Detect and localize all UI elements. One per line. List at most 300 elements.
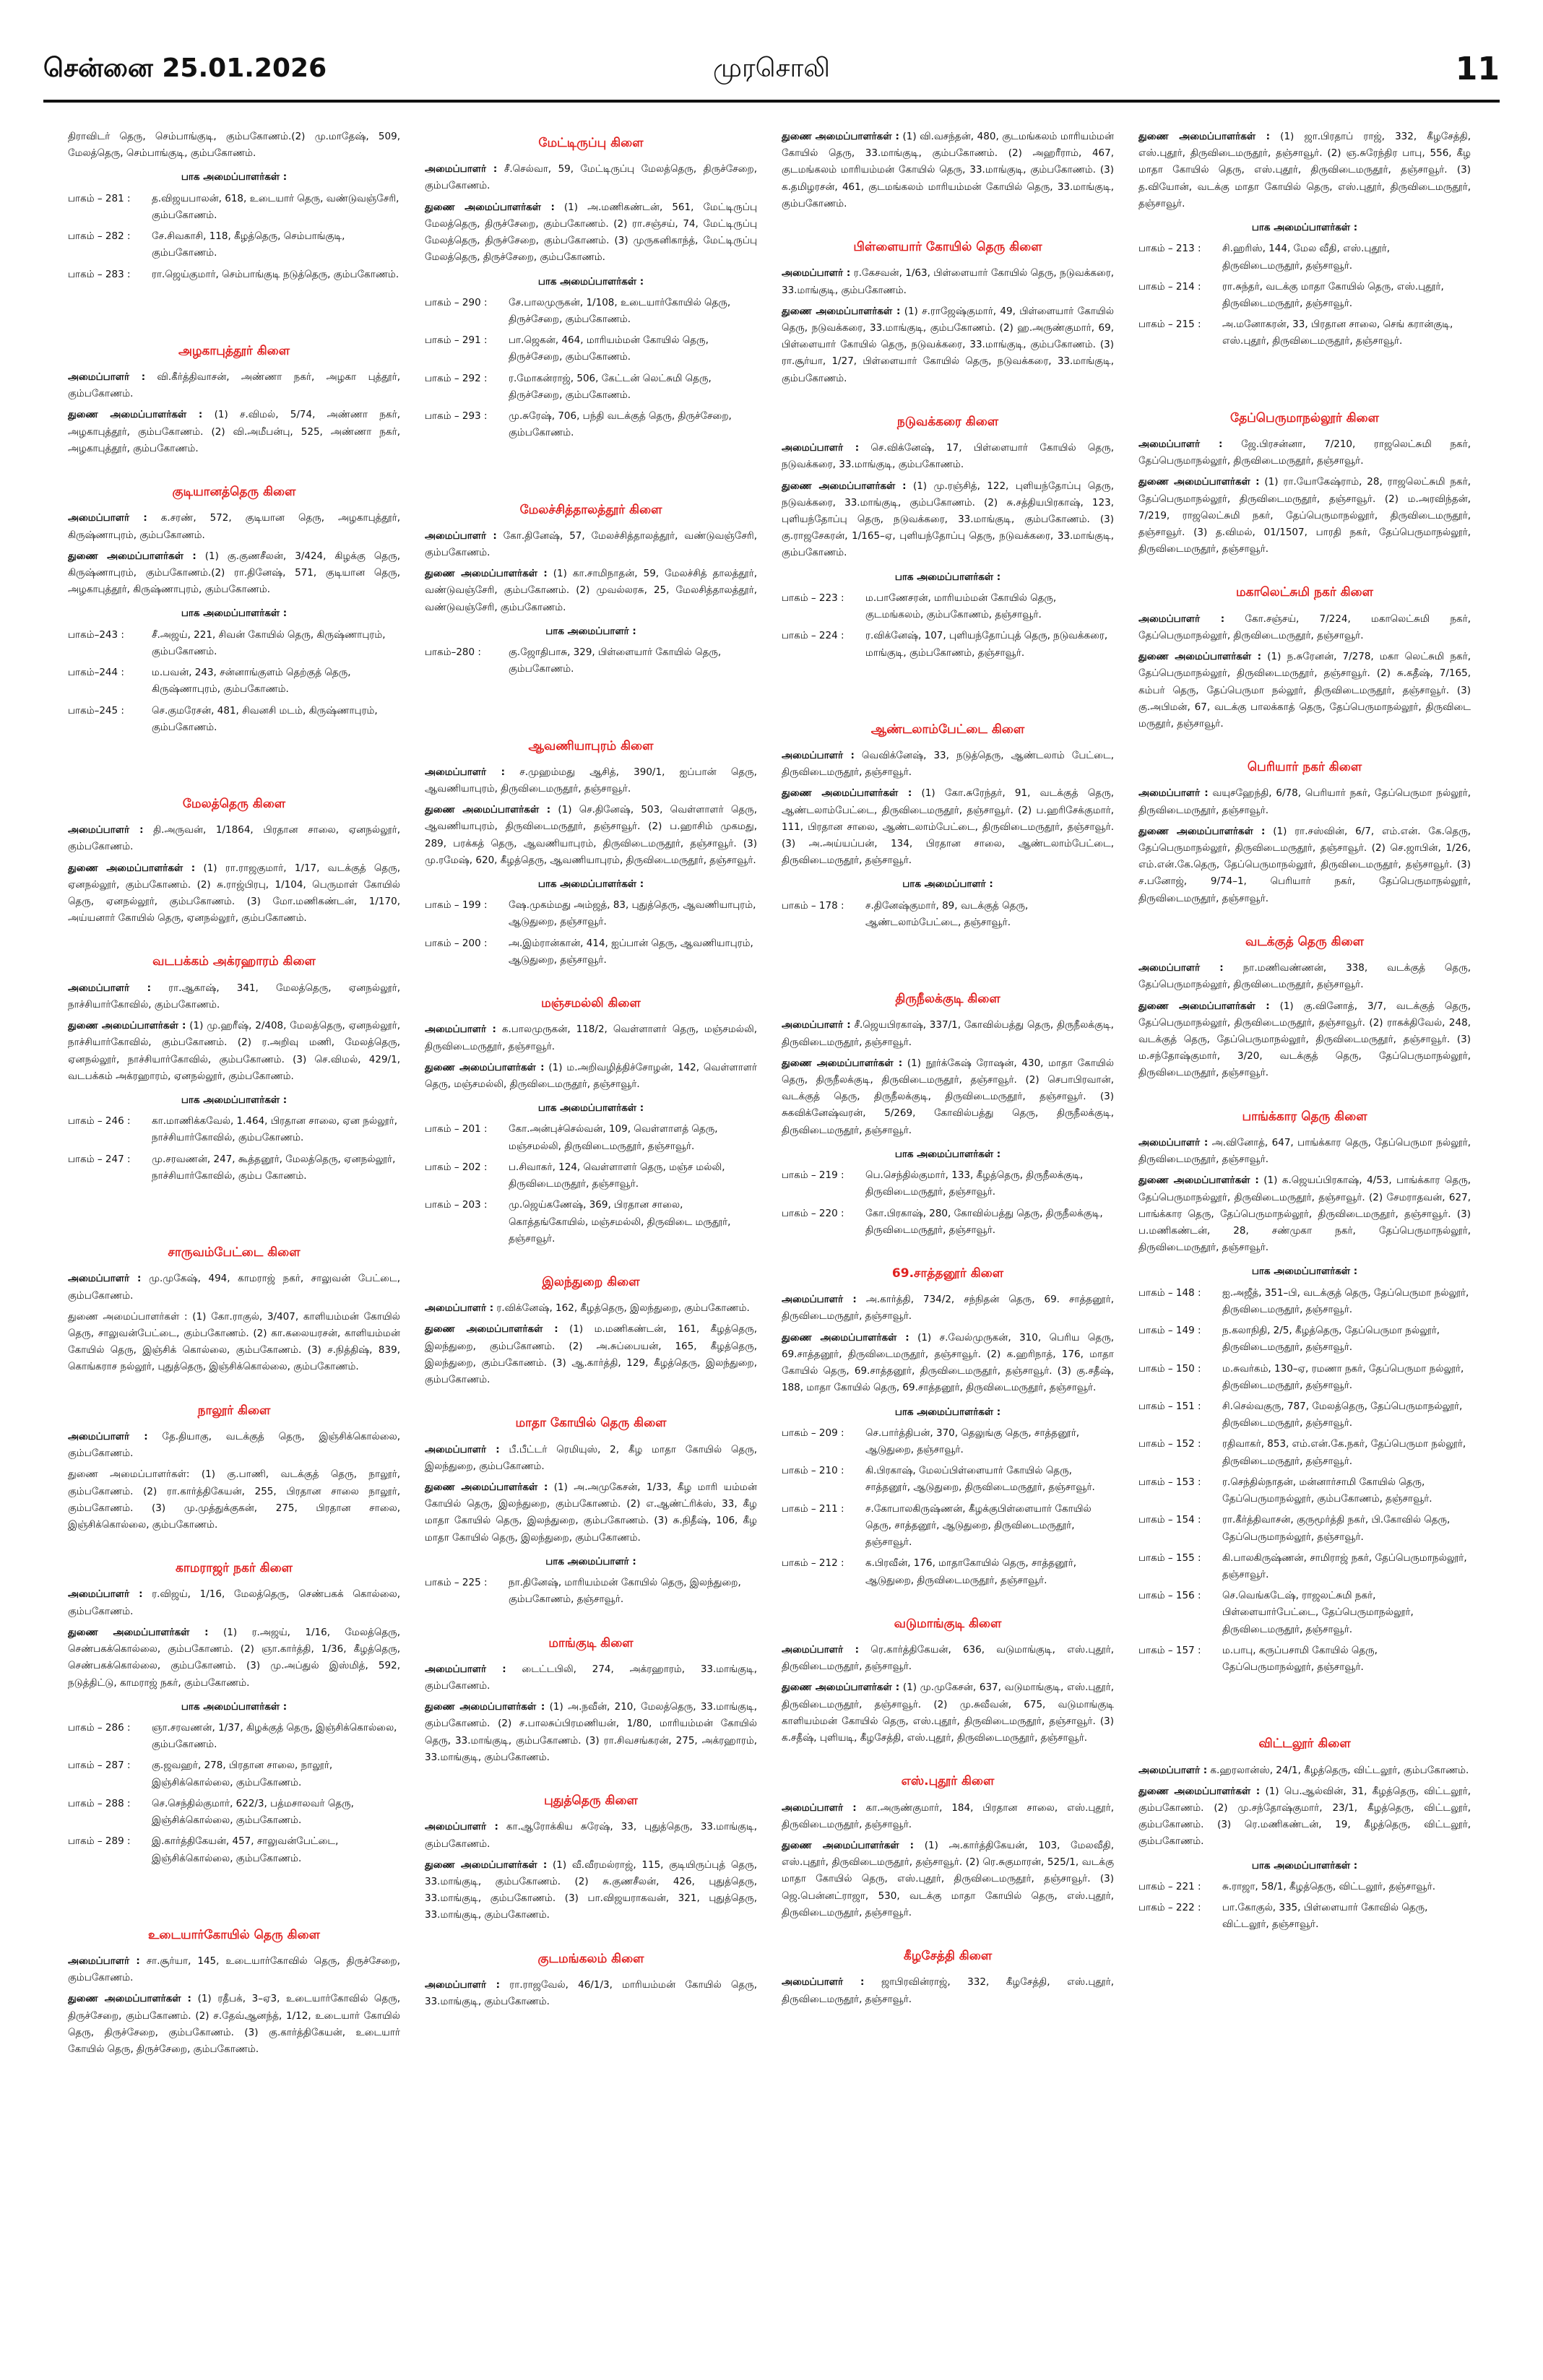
entry-paragraph [68, 1429, 400, 1462]
entry-paragraph [782, 1679, 1114, 1747]
booth-row [68, 1113, 400, 1146]
entry-role-label: அமைப்பாளர் : [425, 163, 498, 176]
masthead [43, 51, 1500, 94]
newspaper-name: முரசொலி [713, 53, 830, 83]
entry-role-label: துணை அமைப்பாளர்கள் : [425, 1701, 545, 1713]
entry-text: ஜாபிரவின்ராஜ், 332, கீழசேத்தி, எஸ்.புதூர், திருவிடைமருதூர், தஞ்சாவூர். [782, 1976, 1114, 2005]
entry-role-label: அமைப்பாளர் : [782, 1294, 857, 1306]
branch-heading: மாதா கோயில் தெரு கிளை [515, 1416, 667, 1431]
entry-paragraph [68, 1466, 400, 1533]
entry-text: துணை அமைப்பாளர்கள் : (1) கோ.ராகுல், 3/407, காளியம்மன் கோயில் தெரு, சாலுவன்பேட்டை, கும்பகோணம். (2) கா.கலையரசன், காளியம்மன் கோயில் தெரு, இஞ்சிக் கொல்லை, கும்பகோணம். (3) ச.நித்திஷ், 839, கொங்கராச நல்லூர், புதுத்தெரு, இஞ்சிக்கொல்லை, கும்பகோணம். [68, 1310, 400, 1373]
booth-number: பாகம் – 247 : [68, 1153, 131, 1165]
subheading: பாக அமைப்பாளர்கள் : [894, 571, 1001, 583]
booth-number: பாகம் – 286 : [68, 1721, 131, 1734]
entry-role-label: அமைப்பாளர் : [782, 749, 855, 761]
entry-text: (1) அ.மணிகண்டன், 561, மேட்டிருப்பு மேலத்தெரு, திருச்சேறை, கும்பகோணம். (2) ரா.சஞ்சய், 74, மேட்டிருப்பு மேலத்தெரு, திருச்சேறை, கும்பகோணம். (3) முருகனிகாந்த், மேட்டிருப்பு மேலத்தெரு, திருச்சேறை, கும்பகோணம். [425, 201, 757, 264]
booth-number: பாகம் – 178 : [782, 899, 844, 912]
booth-member: க.பிரவீன், 176, மாதாகோயில் தெரு, சாத்தனூர், ஆடுதுறை, திருவிடைமருதூர், தஞ்சாவூர். [865, 1557, 1077, 1586]
entry-text: சீ.ஜெயபிரகாஷ், 337/1, கோவில்பத்து தெரு, திருநீலக்குடி, திருவிடைமருதூர், தஞ்சாவூர். [782, 1019, 1114, 1048]
booth-number: பாகம் – 293 : [425, 410, 488, 423]
booth-member: மு.சுரேஷ், 706, பந்தி வடக்குத் தெரு, திருச்சேறை, கும்பகோணம். [509, 410, 732, 439]
entry-role-label: அமைப்பாளர் : [782, 267, 851, 280]
entry-paragraph [1138, 960, 1471, 993]
subheading: பாக அமைப்பாளர்கள் : [894, 1406, 1001, 1418]
article-columns [68, 129, 1471, 2339]
entry-text: தி.அருவன், 1/1864, பிரதான சாலை, ஏனநல்லூர், கும்பகோணம். [68, 824, 400, 853]
booth-number: பாகம் – 214 : [1138, 280, 1201, 293]
booth-number: பாகம் – 281 : [68, 192, 131, 204]
booth-number: பாகம் – 246 : [68, 1115, 131, 1128]
entry-text: (1) ம.அறிவழித்திச்சோழன், 142, வெள்ளாளர் தெரு, மஞ்சமல்லி, திருவிடைமருதூர், தஞ்சாவூர். [425, 1061, 757, 1091]
booth-row [1138, 279, 1471, 312]
entry-text: ர.விஜய், 1/16, மேலத்தெரு, செண்பகக் கொல்லை, கும்பகோணம். [68, 1588, 400, 1617]
booth-number: பாகம் – 220 : [782, 1207, 844, 1219]
booth-row [425, 1575, 757, 1608]
entry-paragraph [425, 1977, 757, 2010]
entry-paragraph [1138, 1172, 1471, 1256]
booth-number: பாகம் – 157 : [1138, 1644, 1201, 1656]
branch-heading: பாங்க்கார தெரு கிளை [1242, 1109, 1367, 1124]
booth-number: பாகம் – 156 : [1138, 1590, 1201, 1602]
booth-member: ர.மோகன்ராஜ், 506, கேட்டன் லெட்சுமி தெரு, திருச்சேறை, கும்பகோணம். [509, 372, 712, 401]
booth-member: கோ.அன்புச்செல்வன், 109, வெள்ளாளத் தெரு, மஞ்சமல்லி, திருவிடைமருதூர், தஞ்சாவூர். [509, 1123, 718, 1152]
entry-text: சா.சூர்யா, 145, உடையார்கோவில் தெரு, திருச்சேறை, கும்பகோணம். [68, 1955, 400, 1984]
entry-paragraph [1138, 1762, 1471, 1779]
entry-role-label: துணை அமைப்பாளர்கள் : [782, 131, 899, 142]
branch-heading: பிள்ளையார் கோயில் தெரு கிளை [853, 240, 1042, 255]
booth-number: பாகம் – 215 : [1138, 319, 1201, 331]
booth-member: ம.சுவர்கம், 130–ஏ, ரமணா நகர், தேப்பெருமா நல்லூர், திருவிடைமருதூர், தஞ்சாவூர். [1222, 1362, 1464, 1391]
booth-row [68, 191, 400, 224]
entry-paragraph [425, 1661, 757, 1695]
entry-role-label: துணை அமைப்பாளர்கள் : [425, 1061, 545, 1073]
entry-role-label: துணை அமைப்பாளர்கள் : [68, 862, 196, 874]
booth-member: கி.பிரகாஷ், மேலப்பிள்ளையார் கோயில் தெரு, சாத்தனூர், ஆடுதுறை, திருவிடைமருதூர், தஞ்சாவூர். [865, 1465, 1095, 1494]
entry-paragraph [425, 1021, 757, 1055]
entry-paragraph [68, 407, 400, 457]
entry-role-label: துணை அமைப்பாளர்கள் : [425, 1323, 558, 1336]
booth-member: சே.பாலமுருகன், 1/108, உடையார்கோயில் தெரு, திருச்சேறை, கும்பகோணம். [509, 296, 731, 325]
entry-role-label: துணை அமைப்பாளர்கள் : [1138, 1785, 1261, 1797]
booth-row [68, 1757, 400, 1791]
booth-number: பாகம் – 152 : [1138, 1438, 1201, 1450]
booth-member: செ.செந்தில்குமார், 622/3, பத்மசாலவர் தெரு, இஞ்சிக்கொல்லை, கும்பகோணம். [152, 1797, 354, 1827]
booth-member: மு.சரவணன், 247, கூத்தனூர், மேலத்தெரு, ஏனநல்லூர், நாச்சியார்கோவில், கும்ப கோணம். [152, 1153, 396, 1182]
booth-member: நா.தினேஷ், மாரியம்மன் கோயில் தெரு, இலந்துறை, கும்பகோணம், தஞ்சாவூர். [509, 1577, 741, 1606]
entry-paragraph [782, 265, 1114, 298]
branch-heading: குடமங்கலம் கிளை [537, 1951, 644, 1966]
booth-number: பாகம் – 153 : [1138, 1476, 1201, 1488]
branch-heading: திருநீலக்குடி கிளை [895, 992, 1000, 1007]
subheading: பாக அமைப்பாளர்கள் : [537, 1102, 644, 1115]
entry-role-label: துணை அமைப்பாளர்கள் : [425, 568, 548, 580]
booth-member: கு.ஜவஹர், 278, பிரதான சாலை, நாலூர், இஞ்சிக்கொல்லை, கும்பகோணம். [152, 1760, 333, 1788]
booth-row [1138, 1361, 1471, 1394]
booth-member: கு.ஜோதிபாசு, 329, பிள்ளையார் கோயில் தெரு, கும்பகோணம். [509, 646, 722, 675]
entry-role-label: துணை அமைப்பாளர்கள் : [1138, 131, 1271, 142]
booth-member: மு.ஜெய்கணேஷ், 369, பிரதான சாலை, கொத்தங்கோயில், மஞ்சமல்லி, திருவிடை மருதூர், தஞ்சாவூர். [509, 1199, 731, 1245]
entry-role-label: துணை அமைப்பாளர்கள் : [68, 1020, 186, 1032]
booth-row [1138, 316, 1471, 350]
edition-date: சென்னை 25.01.2026 [43, 53, 327, 83]
entry-text: ரா.ஆகாஷ், 341, மேலத்தெரு, ஏனநல்லூர், நாச்சியார்கோவில், கும்பகோணம். [68, 982, 400, 1011]
column-4 [1138, 129, 1471, 2339]
entry-text: ர.கேசவன், 1/63, பிள்ளையார் கோயில் தெரு, நடுவக்கரை, 33.மாங்குடி, கும்பகோணம். [782, 267, 1114, 296]
booth-number: பாகம் – 210 : [782, 1465, 844, 1477]
entry-role-label: துணை அமைப்பாளர்கள் : [68, 1993, 191, 2005]
entry-role-label: அமைப்பாளர் : [425, 1663, 506, 1675]
entry-role-label: அமைப்பாளர் : [1138, 613, 1225, 625]
booth-row [68, 1720, 400, 1753]
entry-role-label: அமைப்பாளர் : [425, 1978, 501, 1991]
entry-paragraph [425, 1060, 757, 1093]
entry-paragraph [425, 802, 757, 869]
booth-number: பாகம் – 209 : [782, 1427, 844, 1439]
booth-row [1138, 1436, 1471, 1469]
entry-role-label: அமைப்பாளர் : [782, 1019, 851, 1031]
entry-role-label: அமைப்பாளர் : [425, 1443, 500, 1455]
booth-number: பாகம் – 213 : [1138, 243, 1201, 255]
entry-paragraph [68, 1271, 400, 1304]
booth-row [1138, 1512, 1471, 1545]
entry-role-label: அமைப்பாளர் : [1138, 1136, 1209, 1148]
subheading: பாக அமைப்பாளர் : [545, 625, 636, 637]
booth-member: சீ.அஜய், 221, சிவன் கோயில் தெரு, கிருஷ்ணாபுரம், கும்பகோணம். [152, 628, 386, 657]
booth-member: ர.விக்னேஷ், 107, புளியந்தோப்புத் தெரு, நடுவக்கரை, மாங்குடி, கும்பகோணம், தஞ்சாவூர். [865, 630, 1108, 659]
booth-row [1138, 1900, 1471, 1933]
booth-member: ப.சிவாகர், 124, வெள்ளாளர் தெரு, மஞ்ச மல்லி, திருவிடைமருதூர், தஞ்சாவூர். [509, 1161, 725, 1190]
entry-paragraph [1138, 998, 1471, 1082]
booth-number: பாகம் – 155 : [1138, 1552, 1201, 1564]
entry-role-label: துணை அமைப்பாளர்கள் : [782, 787, 912, 800]
entry-paragraph [425, 161, 757, 194]
entry-paragraph [68, 1018, 400, 1085]
spacer [68, 1871, 400, 1900]
branch-heading: ஆவணியாபுரம் கிளை [528, 738, 654, 753]
booth-member: ச.கோபாலகிருஷ்ணன், கீழக்குபிள்ளையார் கோயில் தெரு, சாத்தனூர், ஆடுதுறை, திருவிடைமருதூர், தஞ்சாவூர். [865, 1502, 1092, 1549]
booth-number: பாகம் – 282 : [68, 230, 131, 243]
entry-role-label: அமைப்பாளர் : [1138, 1764, 1208, 1776]
branch-heading: காமராஜர் நகர் கிளை [175, 1561, 293, 1576]
booth-member: கோ.பிரகாஷ், 280, கோவில்பத்து தெரு, திருநீலக்குடி, திருவிடைமருதூர், தஞ்சாவூர். [865, 1207, 1103, 1236]
entry-paragraph [782, 303, 1114, 387]
branch-heading: மஞ்சமல்லி கிளை [541, 996, 641, 1011]
entry-paragraph [68, 548, 400, 599]
entry-paragraph [1138, 785, 1471, 818]
entry-text: ரா.ராஜவேல், 46/1/3, மாரியம்மன் கோயில் தெரு, 33.மாங்குடி, கும்பகோணம். [425, 1978, 757, 2008]
booth-row [68, 1151, 400, 1185]
booth-number: பாகம் – 283 : [68, 268, 131, 280]
booth-member: அ.மனோகரன், 33, பிரதான சாலை, செங் கரான்குடி, எஸ்.புதூர், திருவிடைமருதூர், தஞ்சாவூர். [1222, 319, 1453, 347]
entry-role-label: துணை அமைப்பாளர்கள் : [425, 201, 555, 213]
entry-role-label: அமைப்பாளர் : [782, 442, 860, 454]
booth-row [68, 703, 400, 736]
booth-number: பாகம்–244 : [68, 667, 124, 679]
booth-row [782, 1463, 1114, 1496]
booth-row [1138, 241, 1471, 274]
entry-paragraph [782, 1330, 1114, 1397]
booth-row [1138, 1550, 1471, 1583]
entry-text: (1) ரா.யோகேஷ்ராம், 28, ராஜலெட்சுமி நகர், தேப்பெருமாநல்லூர், திருவிடைமருதூர், தஞ்சாவூர். (2) ம.அரவிந்தன், 7/219, ராஜலெட்சுமி நகர், தேப்பெருமாநல்லூர், திருவிடைமருதூர், தஞ்சாவூர். (3) த.விமல், 01/1507, பாரதி நகர், தேப்பெருமாநல்லூர், திருவிடைமருதூர், தஞ்சாவூர். [1138, 476, 1471, 555]
branch-heading: கீழசேத்தி கிளை [903, 1949, 993, 1964]
entry-paragraph [425, 764, 757, 797]
entry-paragraph [68, 860, 400, 927]
entry-role-label: துணை அமைப்பாளர்கள் : [782, 1839, 915, 1851]
subheading: பாக அமைப்பாளர்கள் : [181, 171, 288, 183]
entry-paragraph [1138, 1135, 1471, 1168]
entry-text: அ.வினோத், 647, பாங்க்கார தெரு, தேப்பெருமா நல்லூர், திருவிடைமருதூர், தஞ்சாவூர். [1138, 1136, 1471, 1166]
entry-paragraph [425, 1300, 757, 1317]
entry-role-label: அமைப்பாளர் : [68, 512, 147, 524]
branch-heading: எஸ்.புதூர் கிளை [901, 1774, 995, 1789]
branch-heading: ஆண்டலாம்பேட்டை கிளை [870, 722, 1025, 737]
entry-role-label: துணை அமைப்பாளர்கள் : [68, 1626, 209, 1638]
booth-row [68, 665, 400, 698]
booth-member: சி.செல்வகுரு, 787, மேலத்தெரு, தேப்பெருமாநல்லூர், திருவிடைமருதூர், தஞ்சாவூர். [1222, 1400, 1463, 1429]
entry-text: (1) ந.சுரேனன், 7/278, மகா லெட்சுமி நகர், தேப்பெருமாநல்லூர், திருவிடைமருதூர், தஞ்சாவூர். (2) சு.கதீஷ், 7/165, கம்பர் தெரு, தேப்பெருமா நல்லூர், திருவிடைமருதூர், தஞ்சாவூர். (3) கு.அபிமன், 67, வடக்கு பாலக்காத் தெரு, தேப்பெருமாநல்லூர், திருவிடை மருதூர், தஞ்சாவூர். [1138, 651, 1471, 730]
booth-row [425, 644, 757, 678]
booth-row [68, 1796, 400, 1829]
subheading: பாக அமைப்பாளர்கள் : [181, 1094, 288, 1107]
booth-row [425, 1121, 757, 1154]
entry-paragraph [1138, 611, 1471, 644]
booth-member: செ.பார்த்திபன், 370, தெலுங்கு தெரு, சாத்தனூர், ஆடுதுறை, தஞ்சாவூர். [865, 1427, 1080, 1455]
booth-row [425, 371, 757, 404]
spacer [782, 935, 1114, 964]
booth-row [425, 408, 757, 441]
branch-heading: மேலச்சித்தாலத்தூர் கிளை [519, 502, 662, 517]
branch-heading: வடுமாங்குடி கிளை [894, 1616, 1002, 1631]
entry-role-label: அமைப்பாளர் : [425, 1024, 496, 1036]
column-3 [782, 129, 1114, 2339]
booth-member: ச.தினேஷ்குமார், 89, வடக்குத் தெரு, ஆண்டலாம்பேட்டை, தஞ்சாவூர். [865, 899, 1029, 928]
column-1 [68, 129, 400, 2339]
subheading: பாக அமைப்பாளர்கள் : [181, 607, 288, 620]
branch-heading: இலந்துறை கிளை [542, 1275, 640, 1289]
subheading: பாக அமைப்பாளர் : [902, 878, 993, 891]
booth-number: பாகம் – 222 : [1138, 1902, 1201, 1914]
booth-member: பெ.செந்தில்குமார், 133, கீழத்தெரு, திருநீலக்குடி, திருவிடைமருதூர், தஞ்சாவூர். [865, 1169, 1084, 1198]
entry-text: (1) ரதீபக், 3–ஏ3, உடையார்கோவில் தெரு, திருச்சேறை, கும்பகோணம். (2) ச.தேவ்ஆனந்த், 1/12, உடையார் கோயில் தெரு, திருச்சேறை, கும்பகோணம். (3) கு.கார்த்திகேயன், உடையார் கோயில் தெரு, திருச்சேறை, கும்பகோணம். [68, 1993, 400, 2056]
booth-number: பாகம் – 290 : [425, 296, 488, 308]
entry-text: (1) கு.குணசீலன், 3/424, கிழக்கு தெரு, கிருஷ்ணாபுரம், கும்பகோணம்.(2) ரா.தினேஷ், 571, குடியான தெரு, அழகாபுத்தூர், கிருஷ்ணாபுரம், கும்பகோணம். [68, 550, 400, 596]
entry-role-label: துணை அமைப்பாளர்கள் : [425, 1858, 548, 1871]
entry-paragraph [425, 1321, 757, 1388]
entry-paragraph [68, 822, 400, 855]
booth-member: ந.கலாநிதி, 2/5, கீழத்தெரு, தேப்பெருமா நல்லூர், திருவிடைமருதூர், தஞ்சாவூர். [1222, 1325, 1440, 1354]
entry-text: துணை அமைப்பாளர்கள்: (1) கு.பாணி, வடக்குத் தெரு, நாலூர், கும்பகோணம். (2) ரா.கார்த்திகேயன், 255, பிரதான சாலை நாலூர், கும்பகோணம். (3) மு.முத்துக்குகன், 275, பிரதான சாலை, இஞ்சிக்கொல்லை, கும்பகோணம். [68, 1468, 400, 1531]
entry-text: திராவிடர் தெரு, செம்பாங்குடி, கும்பகோணம்.(2) மு.மாதேஷ், 509, மேலத்தெரு, செம்பாங்குடி, கும்பகோணம். [68, 131, 400, 160]
entry-role-label: அமைப்பாளர் : [68, 1430, 148, 1442]
entry-text: (1) அ.கார்த்திகேயன், 103, மேலவீதி, எஸ்.புதூர், திருவிடைமருதூர், தஞ்சாவூர். (2) ரெ.சுகுமாரன், 525/1, வடக்கு மாதா கோயில் தெரு, எஸ்.புதூர், திருவிடைமருதூர், தஞ்சாவூர். (3) ஜெ.பென்னட்ராஜா, 530, வடக்கு மாதா கோயில் தெரு, எஸ்.புதூர், திருவிடைமருதூர், தஞ்சாவூர். [782, 1839, 1114, 1918]
booth-row [1138, 1643, 1471, 1676]
spacer [68, 287, 400, 316]
entry-paragraph [1138, 823, 1471, 907]
entry-role-label: அமைப்பாளர் : [425, 1821, 498, 1833]
entry-role-label: அமைப்பாளர் : [1138, 962, 1224, 974]
entry-paragraph [425, 1819, 757, 1852]
entry-text: (1) ரா.ராஜகுமார், 1/17, வடக்குத் தெரு, ஏனநல்லூர், கும்பகோணம். (2) சு.ராஜ்பிரபு, 1/104, பெருமாள் கோயில் தெரு, ஏனநல்லூர், கும்பகோணம். (3) மோ.மணிகண்டன், 1/170, அய்யனார் கோயில் தெரு, ஏனநல்லூர், கும்பகோணம். [68, 862, 400, 925]
entry-role-label: அமைப்பாளர் : [1138, 438, 1223, 450]
entry-paragraph [1138, 474, 1471, 558]
entry-role-label: துணை அமைப்பாளர்கள் : [782, 305, 901, 317]
branch-heading: தேப்பெருமாநல்லூர் கிளை [1230, 410, 1379, 425]
entry-text: க.சரண், 572, குடியான தெரு, அழகாபுத்தூர், கிருஷ்ணாபுரம், கும்பகோணம். [68, 512, 400, 541]
entry-text: மு.முகேஷ், 494, காமராஜ் நகர், சாலுவன் பேட்டை, கும்பகோணம். [68, 1273, 400, 1302]
entry-role-label: அமைப்பாளர் : [68, 1273, 142, 1285]
booth-member: ம.பாபு, கருப்பசாமி கோயில் தெரு, தேப்பெருமாநல்லூர், தஞ்சாவூர். [1222, 1644, 1378, 1674]
booth-row [1138, 1879, 1471, 1895]
entry-text: (1) கா.சாமிநாதன், 59, மேலச்சித் தாலத்தூர், வண்டுவஞ்சேரி, கும்பகோணம். (2) முவல்லரசு, 25, மேலசித்தாலத்தூர், வண்டுவஞ்சேரி, கும்பகோணம். [425, 568, 757, 613]
booth-member: ரதிவாகர், 853, எம்.என்.கே.நகர், தேப்பெருமா நல்லூர், திருவிடைமருதூர், தஞ்சாவூர். [1222, 1438, 1466, 1467]
entry-role-label: அமைப்பாளர் : [425, 529, 497, 542]
entry-paragraph [68, 369, 400, 402]
booth-number: பாகம் – 287 : [68, 1760, 131, 1772]
booth-member: த.விஜயபாலன், 618, உடையார் தெரு, வண்டுவஞ்சேரி, கும்பகோணம். [152, 192, 399, 221]
branch-heading: உடையார்கோயில் தெரு கிளை [147, 1927, 321, 1942]
entry-role-label: அமைப்பாளர் : [782, 1801, 857, 1814]
spacer [425, 683, 757, 711]
entry-text: (1) மு.முகேசன், 637, வடுமாங்குடி, எஸ்.புதூர், திருவிடைமருதூர், தஞ்சாவூர். (2) மு.சுவீவன், 675, வடுமாங்குடி காளியம்மன் கோயில் தெரு, எஸ்.புதூர், திருவிடைமருதூர், தஞ்சாவூர். (3) க.சதீஷ், புளியடி, கீழசேத்தி, எஸ்.புதூர், திருவிடைமருதூர், தஞ்சாவூர். [782, 1682, 1114, 1744]
booth-member: கா.மாணிக்கவேல், 1.464, பிரதான சாலை, ஏன நல்லூர், நாச்சியார்கோவில், கும்பகோணம். [152, 1115, 397, 1144]
entry-paragraph [1138, 436, 1471, 469]
entry-text: (1) ஜா.பிரதாப் ராஜ், 332, கீழசேத்தி, எஸ்.புதூர், திருவிடைமருதூர், தஞ்சாவூர். (2) ஞ.சுரேந்திர பாபு, 556, கீழ மாதா கோயில் தெரு, எஸ்.புதூர், திருவிடைமருதூர், தஞ்சாவூர். (3) த.வியோன், வடக்கு மாதா கோயில் தெரு, எஸ்.புதூர், திருவிடைமருதூர், தஞ்சாவூர். [1138, 131, 1471, 209]
booth-member: இ.கார்த்திகேயன், 457, சாலுவன்பேட்டை, இஞ்சிக்கொல்லை, கும்பகோணம். [152, 1835, 339, 1864]
entry-role-label: அமைப்பாளர் : [68, 824, 144, 836]
entry-text: (1) ரா.சஸ்வின், 6/7, எம்.என். கே.தெரு, தேப்பெருமாநல்லூர், திருவிடைமருதூர், தஞ்சாவூர். (2) செ.ஜாபின், 1/26, எம்.என்.கே.தெரு, தேப்பெருமாநல்லூர், திருவிடைமருதூர், தஞ்சாவூர். (3) ச.பனோஜ், 9/74–1, பெரியார் நகர், தேப்பெருமாநல்லூர், திருவிடைமருதூர், தஞ்சாவூர். [1138, 825, 1471, 904]
entry-text: தே.தியாகு, வடக்குத் தெரு, இஞ்சிக்கொல்லை, கும்பகோணம். [68, 1430, 400, 1460]
entry-role-label: அமைப்பாளர் : [68, 1955, 140, 1967]
entry-paragraph [782, 785, 1114, 869]
entry-text: கோ.தினேஷ், 57, மேலச்சித்தாலத்தூர், வண்டுவஞ்சேரி, கும்பகோணம். [425, 529, 757, 558]
entry-paragraph [782, 129, 1114, 212]
entry-text: பீ.பீட்டர் ரெமியுஸ், 2, கீழ மாதா கோயில் தெரு, இலந்துறை, கும்பகோணம். [425, 1443, 757, 1472]
booth-member: கி.பாலகிருஷ்ணன், சாமிராஜ் நகர், தேப்பெருமாநல்லூர், தஞ்சாவூர். [1222, 1552, 1467, 1580]
subheading: பாக அமைப்பாளர்கள் : [894, 1148, 1001, 1160]
entry-paragraph [1138, 129, 1471, 212]
entry-role-label: துணை அமைப்பாளர்கள் : [1138, 825, 1266, 837]
entry-text: (1) கோ.சுரேந்தர், 91, வடக்குத் தெரு, ஆண்டலாம்பேட்டை, திருவிடைமருதூர், தஞ்சாவூர். (2) ப.ஹரிசேக்குமார், 111, பிரதான சாலை, ஆண்டலாம்பேட்டை, திருவிடைமருதூர், தஞ்சாவூர். (3) அ.அய்யப்பன், 134, பிரதான சாலை, ஆண்டலாம்பேட்டை, திருவிடைமருதூர், தஞ்சாவூர். [782, 787, 1114, 867]
entry-text: செ.விக்னேஷ், 17, பிள்ளையார் கோயில் தெரு, நடுவக்கரை, 33.மாங்குடி, கும்பகோணம். [782, 442, 1114, 471]
booth-member: ஷே.முகம்மது அம்ஜத், 83, புதுத்தெரு, ஆவணியாபுரம், ஆடுதுறை, தஞ்சாவூர். [509, 899, 756, 928]
entry-paragraph [68, 1309, 400, 1376]
entry-paragraph [782, 1291, 1114, 1325]
booth-number: பாகம் – 150 : [1138, 1362, 1201, 1375]
entry-role-label: துணை அமைப்பாளர்கள் : [1138, 1174, 1259, 1187]
branch-heading: நாலூர் கிளை [197, 1403, 271, 1418]
entry-text: (1) பெ.ஆல்வின், 31, கீழத்தெரு, விட்டலூர், கும்பகோணம். (2) மு.சந்தோஷ்குமார், 23/1, கீழத்தெரு, விட்டலூர், கும்பகோணம். (3) ரெ.மணிகண்டன், 19, கீழத்தெரு, விட்டலூர், கும்பகோணம். [1138, 1785, 1471, 1848]
column-2 [425, 129, 757, 2339]
booth-row [782, 898, 1114, 931]
entry-paragraph [782, 1800, 1114, 1833]
booth-row [68, 228, 400, 261]
booth-number: பாகம் – 288 : [68, 1797, 131, 1809]
entry-role-label: அமைப்பாளர் : [1138, 787, 1209, 800]
booth-number: பாகம் – 291 : [425, 334, 488, 347]
subheading: பாக அமைப்பாளர்கள் : [181, 1700, 288, 1713]
booth-member: ர.செந்தில்நாதன், மன்னார்சாமி கோயில் தெரு, தேப்பெருமாநல்லூர், கும்பகோணம், தஞ்சாவூர். [1222, 1476, 1432, 1505]
subheading: பாக அமைப்பாளர்கள் : [537, 878, 644, 891]
entry-text: (1) ச.வேல்முருகன், 310, பெரிய தெரு, 69.சாத்தனூர், திருவிடைமருதூர், தஞ்சாவூர். (2) க.ஹரிநாத், 176, மாதா கோயில் தெரு, 69.சாத்தனூர், திருவிடைமருதூர், தஞ்சாவூர். (3) கு.சதீஷ், 188, மாதா கோயில் தெரு, 69.சாத்தனூர், திருவிடைமருதூர், தஞ்சாவூர். [782, 1331, 1114, 1394]
booth-row [425, 1197, 757, 1247]
booth-row [425, 1159, 757, 1193]
booth-number: பாகம்–245 : [68, 704, 124, 717]
booth-number: பாகம் – 221 : [1138, 1880, 1201, 1892]
entry-text: சீ.செல்வா, 59, மேட்டிருப்பு மேலத்தெரு, திருச்சேறை, கும்பகோணம். [425, 163, 757, 192]
masthead-rule [43, 100, 1500, 103]
entry-paragraph [68, 129, 400, 162]
page-number: 11 [1455, 51, 1500, 87]
entry-text: (1) செ.தினேஷ், 503, வெள்ளாளர் தெரு, ஆவணியாபுரம், திருவிடைமருதூர், தஞ்சாவூர். (2) ப.ஹாசிம் முகமது, 289, பரக்கத் தெரு, ஆவணியாபுரம், திருவிடைமருதூர், தஞ்சாவூர். (3) மு.ரமேஷ், 620, கீழத்தெரு, ஆவணியாபுரம், திருவிடைமருதூர், தஞ்சாவூர். [425, 804, 757, 866]
entry-paragraph [68, 1953, 400, 1986]
booth-row [782, 590, 1114, 623]
branch-heading: குடியானத்தெரு கிளை [172, 485, 296, 500]
spacer [1138, 1680, 1471, 1709]
booth-row [1138, 1474, 1471, 1507]
entry-role-label: துணை அமைப்பாளர்கள் : [1138, 651, 1262, 663]
entry-text: (1) மு.ஹரீஷ், 2/408, மேலத்தெரு, ஏனநல்லூர், நாச்சியார்கோவில், கும்பகோணம். (2) ர.அறிவு மணி, மேலத்தெரு, ஏனநல்லூர், நாச்சியார்கோவில், கும்பகோணம். (3) செ.விமல், 429/1, வடபக்கம் அக்ரஹாரம், ஏனநல்லூர், கும்பகோணம். [68, 1020, 400, 1082]
entry-role-label: துணை அமைப்பாளர்கள் : [1138, 1000, 1270, 1012]
booth-member: ம.பாணேசரன், மாரியம்மன் கோயில் தெரு, குடமங்கலம், கும்பகோணம், தஞ்சாவூர். [865, 592, 1057, 621]
booth-member: சி.ஹரிஸ், 144, மேல வீதி, எஸ்.புதூர், திருவிடைமருதூர், தஞ்சாவூர். [1222, 243, 1391, 272]
booth-row [425, 332, 757, 365]
entry-paragraph [782, 1838, 1114, 1921]
booth-number: பாகம் – 212 : [782, 1557, 844, 1570]
entry-paragraph [68, 1991, 400, 2058]
entry-text: (1) நூர்க்கேஷ் ரோஷன், 430, மாதா கோயில் தெரு, திருநீலக்குடி, திருவிடைமருதூர், தஞ்சாவூர். (2) செபாபிரவான், வடக்குத் தெரு, திருநீலக்குடி, திருவிடைமருதூர், தஞ்சாவூர். (3) சுகவிக்னேஷ்வரன், 5/269, கோவில்பத்து தெரு, திருநீலக்குடி, திருவிடைமருதூர், தஞ்சாவூர். [782, 1057, 1114, 1136]
entry-paragraph [68, 980, 400, 1013]
booth-number: பாகம்–280 : [425, 646, 481, 659]
booth-row [425, 897, 757, 930]
branch-heading: நடுவக்கரை கிளை [896, 414, 999, 429]
branch-heading: விட்டலூர் கிளை [1258, 1736, 1351, 1752]
booth-row [425, 935, 757, 969]
entry-paragraph [68, 1624, 400, 1692]
entry-paragraph [425, 1479, 757, 1546]
entry-text: (1) அ.நவீன், 210, மேலத்தெரு, 33.மாங்குடி, கும்பகோணம். (2) ச.பாலசுப்பிரமணியன், 1/80, மாரியம்மன் கோயில் தெரு, 33.மாங்குடி, கும்பகோணம். (3) ரா.சிவசங்கரன், 275, அக்ரஹாரம், 33.மாங்குடி, கும்பகோணம். [425, 1701, 757, 1763]
entry-text: வி.கீர்த்திவாசன், அண்ணா நகர், அழகா புத்தூர், கும்பகோணம். [68, 371, 400, 400]
booth-number: பாகம் – 154 : [1138, 1514, 1201, 1526]
entry-text: வெவிக்னேஷ், 33, நடுத்தெரு, ஆண்டலாம் பேட்டை, திருவிடைமருதூர், தஞ்சாவூர். [782, 749, 1114, 779]
spacer [1138, 355, 1471, 384]
entry-role-label: அமைப்பாளர் : [425, 1302, 494, 1315]
entry-text: ர.விக்னேஷ், 162, கீழத்தெரு, இலந்துறை, கும்பகோணம். [496, 1302, 750, 1315]
booth-number: பாகம்–243 : [68, 628, 124, 641]
entry-text: (1) ம.மணிகண்டன், 161, கீழத்தெரு, இலந்துறை, கும்பகோணம். (2) அ.சுப்பையன், 165, கீழத்தெரு, இலந்துறை, கும்பகோணம். (3) ஆ.கார்த்தி, 129, கீழத்தெரு, இலந்துறை, கும்பகோணம். [425, 1323, 757, 1386]
entry-text: வயுசஹேந்தி, 6/78, பெரியார் நகர், தேப்பெருமா நல்லூர், திருவிடைமருதூர், தஞ்சாவூர். [1138, 787, 1471, 816]
booth-number: பாகம் – 148 : [1138, 1286, 1201, 1299]
entry-text: ஜே.பிரசன்னா, 7/210, ராஜலெட்சுமி நகர், தேப்பெருமாநல்லூர், திருவிடைமருதூர், தஞ்சாவூர். [1138, 438, 1471, 467]
entry-paragraph [425, 566, 757, 616]
booth-row [782, 1167, 1114, 1200]
booth-row [425, 295, 757, 328]
entry-text: (1) அ.அமுகேசன், 1/33, கீழ மாரி யம்மன் கோயில் தெரு, இலந்துறை, கும்பகோணம். (2) எ.ஆண்ட்ரிக்ஸ், 33, கீழ மாதா கோயில் தெரு, இலந்துறை, கும்பகோணம். (3) சு.நிதீஷ், 106, கீழ மாதா கோயில் தெரு, இலந்துறை, கும்பகோணம். [425, 1481, 757, 1544]
booth-member: ஐ.அஜீத், 351–பி, வடக்குத் தெரு, தேப்பெருமா நல்லூர், திருவிடைமருதூர், தஞ்சாவூர். [1222, 1286, 1469, 1315]
subheading: பாக அமைப்பாளர்கள் : [1251, 1265, 1358, 1278]
subheading: பாக அமைப்பாளர்கள் : [537, 275, 644, 287]
entry-paragraph [68, 1586, 400, 1619]
branch-heading: மேலத்தெரு கிளை [182, 796, 286, 811]
entry-paragraph [782, 440, 1114, 473]
booth-member: பா.ஜெகன், 464, மாரியம்மன் கோயில் தெரு, திருச்சேறை, கும்பகோணம். [509, 334, 709, 363]
entry-text: (1) கு.வினோத், 3/7, வடக்குத் தெரு, தேப்பெருமாநல்லூர், திருவிடைமருதூர், தஞ்சாவூர். (2) ராகக்திவேல், 248, வடக்குத் தெரு, தேப்பெருமாநல்லூர், திருவிடைமருதூர், தஞ்சாவூர். (3) ம.சந்தோஷ்குமார், 3/20, வடக்குத் தெரு, தேப்பெருமாநல்லூர், திருவிடைமருதூர், தஞ்சாவூர். [1138, 1000, 1471, 1079]
subheading: பாக அமைப்பாளர் : [545, 1555, 636, 1567]
branch-heading: அழகாபுத்தூர் கிளை [178, 343, 290, 358]
entry-paragraph [782, 1642, 1114, 1675]
booth-number: பாகம் – 223 : [782, 592, 844, 604]
entry-paragraph [68, 510, 400, 543]
booth-row [68, 627, 400, 660]
